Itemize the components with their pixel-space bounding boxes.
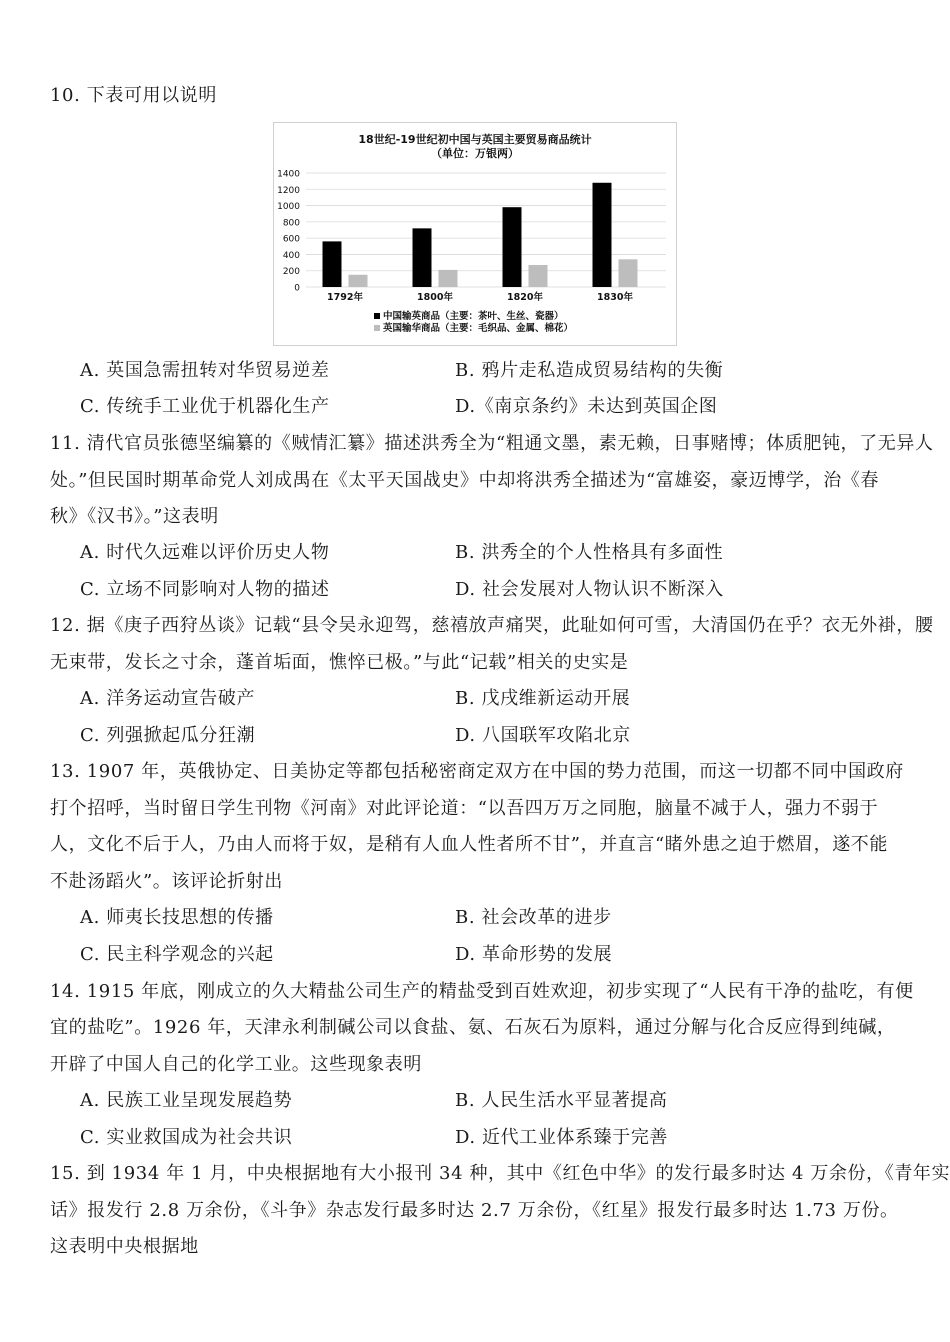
y-tick-label: 200 <box>282 267 300 278</box>
y-tick-label: 400 <box>282 250 300 261</box>
q12-stem-line-2: 无束带，发长之寸余，蓬首垢面，憔悴已极。”与此“记载”相关的史实是 <box>50 652 629 673</box>
q12-option-a[interactable]: A. 洋务运动宣告破产 <box>80 688 256 709</box>
q14-option-c[interactable]: C. 实业救国成为社会共识 <box>80 1127 293 1148</box>
x-tick-label: 1830年 <box>597 292 633 303</box>
chart-y-ticks <box>277 170 300 294</box>
chart-legend <box>374 310 573 334</box>
bar-china-export <box>503 207 522 287</box>
y-tick-label: 600 <box>282 234 300 245</box>
bar-china-export <box>413 228 432 287</box>
q12-option-d[interactable]: D. 八国联军攻陷北京 <box>455 725 631 746</box>
y-tick-label: 0 <box>294 283 300 294</box>
q10-option-c[interactable]: C. 传统手工业优于机器化生产 <box>80 396 330 417</box>
q13-stem-line-2: 打个招呼，当时留日学生刊物《河南》对此评论道：“以吾四万万之同胞，脑量不减于人，强力不弱于 <box>50 798 879 819</box>
trade-bar-chart <box>273 122 677 346</box>
x-tick-label: 1800年 <box>417 292 453 303</box>
chart-subtitle: （单位：万银两） <box>431 147 519 160</box>
q13-stem-line-1: 13. 1907 年，英俄协定、日美协定等都包括秘密商定双方在中国的势力范围，而这一切都不同中国政府 <box>50 761 904 782</box>
chart-bars <box>323 183 638 287</box>
q14-stem-line-2: 宜的盐吃”。1926 年，天津永利制碱公司以食盐、氨、石灰石为原料，通过分解与化合反应得到纯碱， <box>50 1017 896 1038</box>
q11-stem-line-2: 处。”但民国时期革命党人刘成禺在《太平天国战史》中却将洪秀全描述为“富雄姿，豪迈博学，治《春 <box>50 470 879 491</box>
x-tick-label: 1792年 <box>327 292 363 303</box>
q11-option-b[interactable]: B. 洪秀全的个人性格具有多面性 <box>455 542 724 563</box>
q10-option-a[interactable]: A. 英国急需扭转对华贸易逆差 <box>80 360 330 381</box>
q14-stem-line-1: 14. 1915 年底，刚成立的久大精盐公司生产的精盐受到百姓欢迎，初步实现了“人民有干净的盐吃，有便 <box>50 981 914 1002</box>
y-tick-label: 1200 <box>277 185 300 196</box>
q13-option-c[interactable]: C. 民主科学观念的兴起 <box>80 944 274 965</box>
q11-stem-line-3: 秋》《汉书》。”这表明 <box>50 506 219 527</box>
chart-svg <box>274 123 676 345</box>
q12-option-c[interactable]: C. 列强掀起瓜分狂潮 <box>80 725 256 746</box>
q15-stem-line-1: 15. 到 1934 年 1 月，中央根据地有大小报刊 34 种，其中《红色中华》的发行最多时达 4 万余份，《青年实 <box>50 1163 950 1184</box>
q10-option-b[interactable]: B. 鸦片走私造成贸易结构的失衡 <box>455 360 724 381</box>
q13-option-b[interactable]: B. 社会改革的进步 <box>455 907 612 928</box>
chart-x-ticks <box>327 291 633 303</box>
q11-option-d[interactable]: D. 社会发展对人物认识不断深入 <box>455 579 724 600</box>
q13-option-d[interactable]: D. 革命形势的发展 <box>455 944 613 965</box>
q10-option-d[interactable]: D.《南京条约》未达到英国企图 <box>455 396 718 417</box>
q15-stem-line-2: 话》报发行 2.8 万余份，《斗争》杂志发行最多时达 2.7 万余份，《红星》报发行最多时达 1.73 万份。 <box>50 1200 899 1221</box>
y-tick-label: 1400 <box>277 169 300 180</box>
bar-britain-export <box>349 275 368 287</box>
y-tick-label: 1000 <box>277 202 300 213</box>
q12-option-b[interactable]: B. 戊戌维新运动开展 <box>455 688 631 709</box>
chart-grid <box>306 173 666 287</box>
bar-china-export <box>593 183 612 287</box>
legend-swatch <box>374 325 380 331</box>
q11-option-a[interactable]: A. 时代久远难以评价历史人物 <box>80 542 330 563</box>
bar-britain-export <box>439 270 458 287</box>
y-tick-label: 800 <box>282 218 300 229</box>
q10-stem-line: 10. 下表可用以说明 <box>50 85 217 106</box>
q14-option-d[interactable]: D. 近代工业体系臻于完善 <box>455 1127 669 1148</box>
q13-option-a[interactable]: A. 师夷长技思想的传播 <box>80 907 274 928</box>
bar-britain-export <box>619 259 638 287</box>
bar-china-export <box>323 241 342 287</box>
legend-label: 英国输华商品（主要：毛织品、金属、棉花） <box>383 323 574 334</box>
q13-stem-line-4: 不赴汤蹈火”。该评论折射出 <box>50 871 284 892</box>
x-tick-label: 1820年 <box>507 292 543 303</box>
q14-option-b[interactable]: B. 人民生活水平显著提高 <box>455 1090 668 1111</box>
q12-stem-line-1: 12. 据《庚子西狩丛谈》记载“县令吴永迎驾，慈禧放声痛哭，此耻如何可雪，大清国仍在乎？衣无外褂，腰 <box>50 615 934 636</box>
chart-title: 18世纪-19世纪初中国与英国主要贸易商品统计 <box>358 133 592 146</box>
q15-stem-line-3: 这表明中央根据地 <box>50 1236 199 1257</box>
q13-stem-line-3: 人，文化不后于人，乃由人而将于奴，是稍有人血人性者所不甘”，并直言“睹外患之迫于燃眉，遂不能 <box>50 834 888 855</box>
q11-stem-line-1: 11. 清代官员张德坚编纂的《贼情汇纂》描述洪秀全为“粗通文墨，素无赖，日事赌博；体质肥钝，了无异人 <box>50 433 934 454</box>
q14-option-a[interactable]: A. 民族工业呈现发展趋势 <box>80 1090 293 1111</box>
q11-option-c[interactable]: C. 立场不同影响对人物的描述 <box>80 579 330 600</box>
q14-stem-line-3: 开辟了中国人自己的化学工业。这些现象表明 <box>50 1054 422 1075</box>
legend-swatch <box>374 313 380 319</box>
legend-label: 中国输英商品（主要：茶叶、生丝、瓷器） <box>383 311 564 322</box>
bar-britain-export <box>529 265 548 287</box>
